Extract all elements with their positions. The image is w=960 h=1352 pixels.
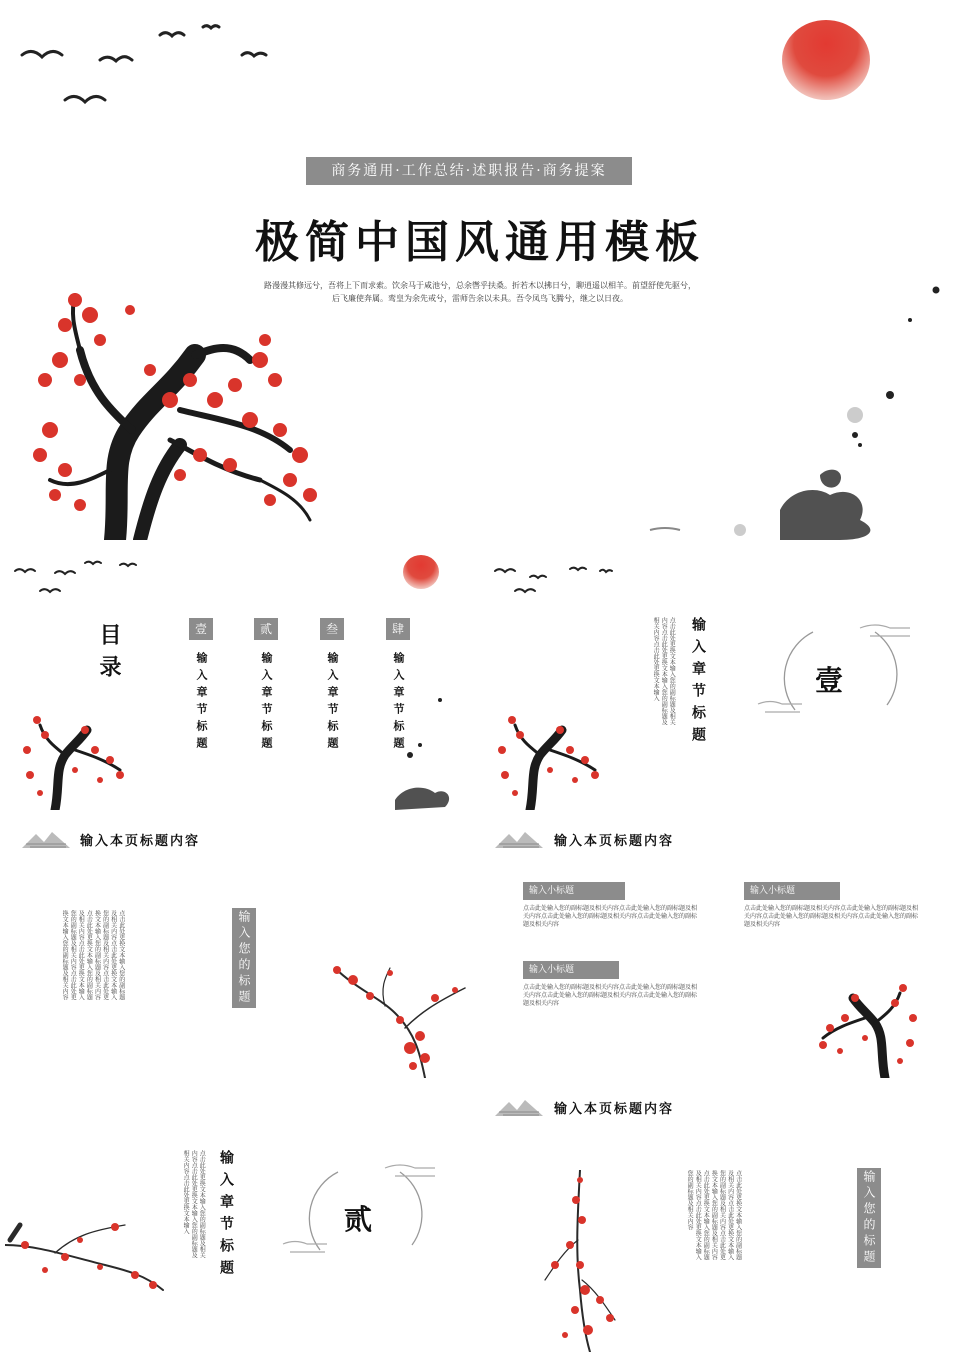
cover-title: 极简中国风通用模板 — [255, 217, 705, 268]
section1-slide — [485, 545, 960, 810]
toc-item-label: 输入章节标题 — [260, 652, 273, 754]
toc-item-label: 输入章节标题 — [195, 652, 208, 754]
toc-heading: 目录 — [96, 623, 122, 687]
plum-blossom-tree — [20, 280, 330, 540]
plum-blossom-tree — [815, 973, 930, 1078]
plum-blossom-branch — [540, 1170, 620, 1352]
toc-item-label: 输入章节标题 — [392, 652, 405, 754]
cover-poem-line2: 后飞廉使奔属。鸾皇为余先戒兮，雷师告余以未具。吾令凤鸟飞腾兮，继之以日夜。 — [332, 294, 628, 303]
section2-title: 输入章节标题 — [218, 1150, 234, 1282]
plum-blossom-tree — [15, 705, 130, 810]
cover-slide — [0, 0, 960, 540]
page-title: 输入本页标题内容 — [554, 834, 675, 849]
content-right-slide — [485, 818, 960, 1083]
red-sun — [782, 20, 870, 100]
toc-slide — [0, 545, 475, 810]
toc-item-2[interactable] — [254, 618, 278, 754]
section1-numeral: 壹 — [815, 664, 844, 697]
mountain-icon — [495, 1096, 545, 1118]
section2-slide — [0, 1090, 475, 1352]
page-title: 输入本页标题内容 — [554, 1102, 675, 1117]
toc-item-number: 壹 — [189, 618, 213, 640]
section1-title: 输入章节标题 — [690, 617, 706, 749]
page-title: 输入本页标题内容 — [80, 834, 201, 849]
cover-tagline: 商务通用·工作总结·述职报告·商务提案 — [306, 157, 632, 185]
birds-decoration — [10, 15, 280, 115]
side-title: 输入您的标题 — [857, 1168, 881, 1268]
birds-decoration — [490, 557, 620, 602]
toc-item-number: 叁 — [320, 618, 344, 640]
info-block-3 — [523, 961, 698, 1008]
ink-splash — [640, 260, 960, 540]
toc-item-number: 肆 — [386, 618, 410, 640]
content-left-slide — [0, 818, 475, 1083]
plum-blossom-branch — [5, 1205, 165, 1305]
section1-desc: 点击此处更换文本输入您的副标题及相关内容点击此处更换文本输入您的副标题及相关内容点击此处更换文本输入 — [652, 617, 676, 725]
cover-poem-line1: 路漫漫其修远兮，吾将上下而求索。饮余马于咸池兮，总余辔乎扶桑。折若木以拂日兮，聊逍遥以相羊。前望舒使先驱兮， — [264, 281, 696, 290]
block-text: 点击此处输入您的副标题及相关内容点击此处输入您的副标题及相关内容点击此处输入您的副标题及相关内容点击此处输入您的副标题及相关内容 — [523, 984, 698, 1008]
block-text: 点击此处输入您的副标题及相关内容点击此处输入您的副标题及相关内容点击此处输入您的副标题及相关内容点击此处输入您的副标题及相关内容 — [744, 905, 919, 929]
body-text: 点击此处更换文本输入您的副标题及相关内容点击此处更换文本输入您的副标题及相关内容点击此处更换文本输入您的副标题及相关内容点击此处更换文本输入您的副标题及相关内容点击此处更换文本输入您的副标题及相关内容 — [686, 1170, 742, 1260]
toc-item-label: 输入章节标题 — [326, 652, 339, 754]
toc-item-number: 贰 — [254, 618, 278, 640]
mountain-icon — [495, 828, 545, 850]
ink-splash — [340, 685, 470, 810]
block-title: 输入小标题 — [744, 882, 840, 900]
toc-item-1[interactable] — [189, 618, 213, 754]
block-title: 输入小标题 — [523, 882, 625, 900]
red-sun — [403, 555, 439, 589]
body-text: 点击此处更换文本输入您的副标题及相关内容点击此处更换文本输入您的副标题及相关内容点击此处更换文本输入您的副标题及相关内容点击此处更换文本输入您的副标题及相关内容点击此处更换文本输入您的副标题及相关内容点击此处更换文本输入您的副标题及相关内容 — [61, 910, 125, 1000]
block-text: 点击此处输入您的副标题及相关内容点击此处输入您的副标题及相关内容点击此处输入您的副标题及相关内容点击此处输入您的副标题及相关内容 — [523, 905, 698, 929]
mountain-icon — [22, 828, 72, 850]
side-title: 输入您的标题 — [232, 908, 256, 1008]
section2-desc: 点击此处更换文本输入您的副标题及相关内容点击此处更换文本输入您的副标题及相关内容点击此处更换文本输入 — [182, 1150, 206, 1258]
info-block-1 — [523, 882, 698, 929]
plum-blossom-tree — [490, 705, 605, 810]
plum-blossom-branch — [325, 958, 475, 1078]
block-title: 输入小标题 — [523, 961, 619, 979]
birds-decoration — [10, 553, 160, 598]
info-block-2 — [744, 882, 919, 929]
section2-numeral: 贰 — [344, 1203, 373, 1236]
content-last-slide — [485, 1090, 960, 1352]
